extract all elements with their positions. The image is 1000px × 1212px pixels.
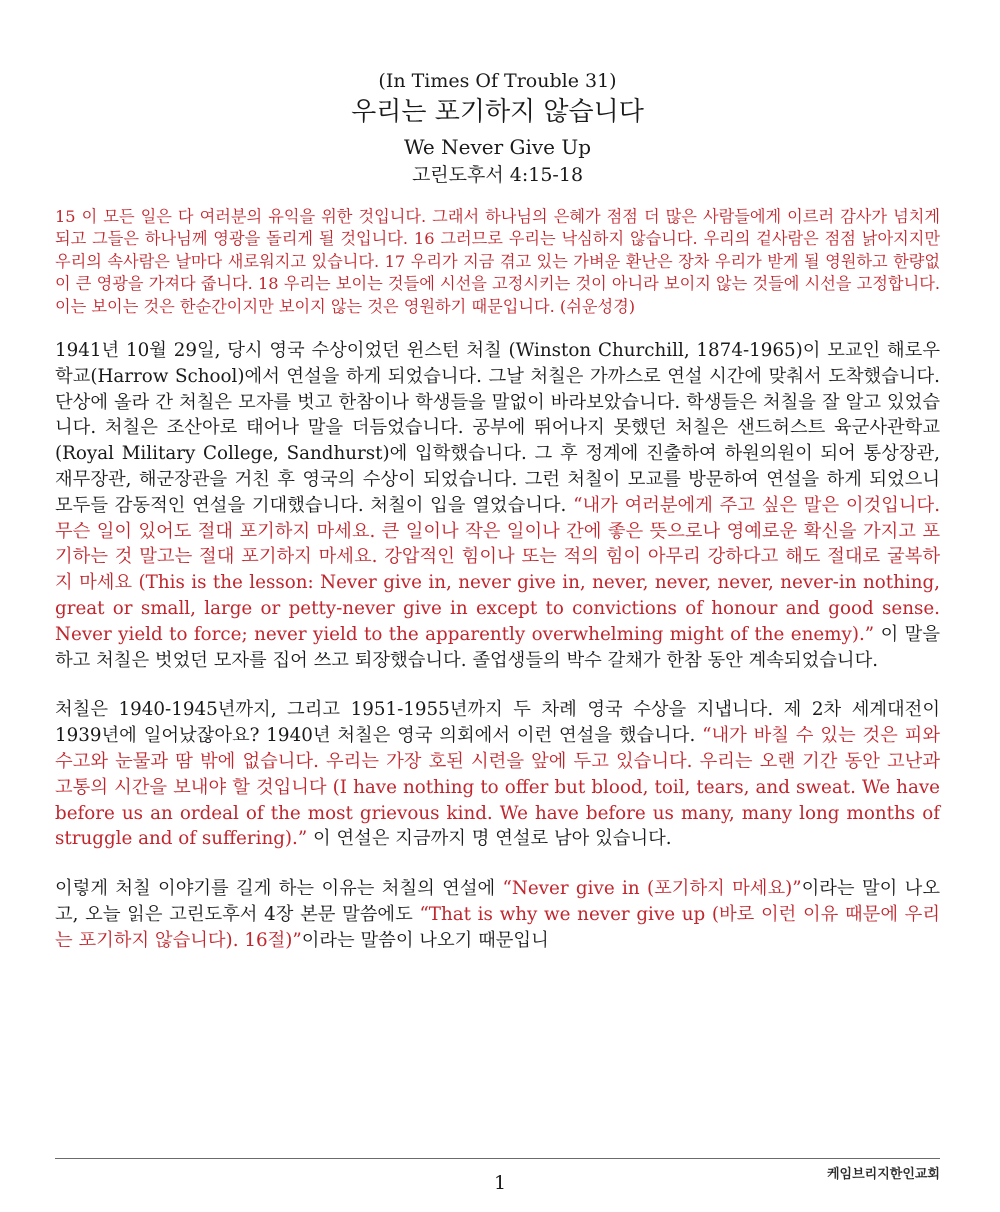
sermon-title-english: We Never Give Up: [403, 135, 592, 159]
paragraph-churchill-prime-minister: [55, 697, 940, 852]
church-name: 케임브리지한인교회: [826, 1167, 940, 1182]
series-title: (In Times Of Trouble 31): [378, 70, 617, 92]
paragraph-text: 이렇게 처칠 이야기를 길게 하는 이유는 처칠의 연설에: [55, 878, 503, 900]
sermon-title-korean: 우리는 포기하지 않습니다: [351, 97, 644, 127]
churchill-quote-blood-toil: “내가 바칠 수 있는 것은 피와 수고와 눈물과 땀 밖에 없습니다. 우리는 가장 호된 시련을 앞에 두고 있습니다. 우리는 오랜 기간 동안 고난과 고통의 시간을 보내야 할 것입니다 (I have nothing to offer but blood, toil, tears, and sweat. We have before us an ordeal of the most grievous kind. We have before us many, many long months of struggle and of suffering).”: [55, 725, 940, 850]
scripture-reference: 고린도후서 4:15-18: [411, 164, 584, 186]
page-number: 1: [493, 1172, 507, 1194]
paragraph-reason: [55, 876, 940, 951]
paragraph-text: 1941년 10월 29일, 당시 영국 수상이었던 윈스턴 처칠 (Winston Churchill, 1874-1965)이 모교인 해로우학교(Harrow School)에서 연설을 하게 되었습니다. 그날 처칠은 가까스로 연설 시간에 맞춰서 도착했습니다. 단상에 올라 간 처칠은 모자를 벗고 한참이나 학생들을 말없이 바라보았습니다. 학생들은 처칠을 잘 알고 있었습니다. 처칠은 조산아로 태어나 말을 더듬었습니다. 공부에 뛰어나지 못했던 처칠은 샌드허스트 육군사관학교 (Royal Military College, Sandhurst)에 입학했습니다. 그 후 정계에 진출하여 하원의원이 되어 통상장관, 재무장관, 해군장관을 거친 후 영국의 수상이 되었습니다. 그런 처칠이 모교를 방문하여 연설을 하게 되었으니 모두들 감동적인 연설을 기대했습니다. 처칠이 입을 열었습니다.: [55, 340, 940, 516]
paragraph-text: 이 연설은 지금까지 명 연설로 남아 있습니다.: [307, 828, 672, 850]
paragraph-text: 이 말을 하고 처칠은 벗었던 모자를 집어 쓰고 퇴장했습니다. 졸업생들의 박수 갈채가 한참 동안 계속되었습니다.: [55, 623, 940, 671]
quote-never-give-in: “Never give in (포기하지 마세요)”: [502, 878, 802, 900]
paragraph-text: 이라는 말씀이 나오기 때문입니: [301, 929, 549, 951]
document-page: [55, 0, 940, 951]
sermon-header: [55, 70, 940, 188]
paragraph-text: 처칠은 1940-1945년까지, 그리고 1951-1955년까지 두 차례 영국 수상을 지냅니다. 제 2차 세계대전이 1939년에 일어났잖아요? 1940년 처칠은 영국 의회에서 이런 연설을 했습니다.: [55, 699, 940, 747]
paragraph-text: 이라는 말이 나오고, 오늘 읽은 고린도후서 4장 본문 말씀에도: [55, 878, 940, 925]
scripture-passage: 15 이 모든 일은 다 여러분의 유익을 위한 것입니다. 그래서 하나님의 은혜가 점점 더 많은 사람들에게 이르러 감사가 넘치게 되고 그들은 하나님께 영광을 돌리게 될 것입니다. 16 그러므로 우리는 낙심하지 않습니다. 우리의 겉사람은 점점 낡아지지만 우리의 속사람은 날마다 새로워지고 있습니다. 17 우리가 지금 겪고 있는 가벼운 환난은 장차 우리가 받게 될 영원하고 한량없이 큰 영광을 가져다 줍니다. 18 우리는 보이는 것들에 시선을 고정시키는 것이 아니라 보이지 않는 것들에 시선을 고정합니다. 이는 보이는 것은 한순간이지만 보이지 않는 것은 영원하기 때문입니다. (쉬운성경): [55, 207, 940, 316]
churchill-quote-never-give-in: “내가 여러분에게 주고 싶은 말은 이것입니다. 무슨 일이 있어도 절대 포기하지 마세요. 큰 일이나 작은 일이나 간에 좋은 뜻으로나 영예로운 확신을 가지고 포기하는 것 말고는 절대 포기하지 마세요. 강압적인 힘이나 또는 적의 힘이 아무리 강하다고 해도 절대로 굴복하지 마세요 (This is the lesson: Never give in, never give in, never, never, never, never-in nothing, great or small, large or petty-never give in except to convictions of honour and good sense. Never yield to force; never yield to the apparently overwhelming might of the enemy).”: [55, 494, 940, 645]
footer-divider: [55, 1158, 940, 1159]
quote-we-never-give-up: “That is why we never give up (바로 이런 이유 때문에 우리는 포기하지 않습니다). 16절)”: [55, 903, 940, 951]
paragraph-churchill-harrow: [55, 338, 940, 673]
